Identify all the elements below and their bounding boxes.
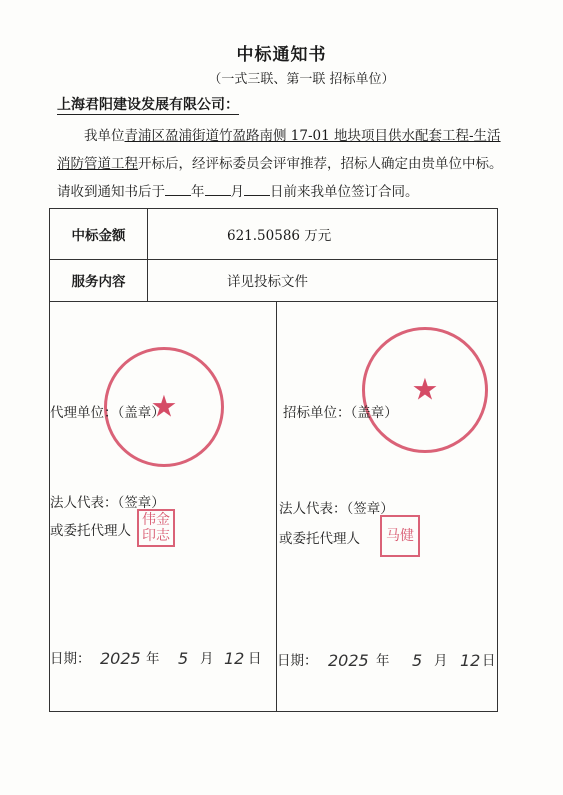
month-unit: 月 [230,184,244,200]
addressee: 上海君阳建设发展有限公司： [57,94,239,115]
left-delegate: 或委托代理人 [50,523,131,539]
page-title: 中标通知书 [236,45,327,65]
amount-value: 621.50586 万元 [227,228,332,244]
left-date-year: 2025 [100,649,141,668]
notice-body [57,122,512,206]
right-date-year: 2025 [328,651,369,670]
right-date-label: 日期： [277,653,318,669]
scope-label: 服务内容 [50,259,148,301]
right-legal-rep: 法人代表：（签章） [279,501,394,517]
agent-stamp-icon: ★ [104,347,224,467]
left-date-day-unit: 日 [248,651,262,667]
year-unit: 年 [191,184,205,200]
left-date-year-unit: 年 [146,651,160,667]
right-date-day: 12 [460,651,481,670]
amount-label: 中标金额 [50,209,148,259]
day-blank [244,183,270,196]
body-middle: 开标后，经评标委员会评审推荐，招标人确定由贵单位中标。请收到通知书后于 [57,156,503,200]
body-end: 日前来我单位签订合同。 [270,184,419,200]
month-blank [205,183,231,196]
year-blank [165,183,191,196]
left-legal-rep: 法人代表：（签章） [50,495,165,511]
amount-row [50,209,497,260]
left-signature-seal: 伟金印志 [137,509,175,547]
right-delegate: 或委托代理人 [279,531,360,547]
tenderer-label: 招标单位：（盖章） [283,405,398,421]
left-date-month-unit: 月 [200,651,214,667]
left-date-day: 12 [224,649,245,668]
right-date-year-unit: 年 [376,653,390,669]
award-table [49,208,498,712]
agent-label: 代理单位：（盖章） [50,405,165,421]
left-date-month: 5 [178,649,189,668]
right-date-month-unit: 月 [434,653,448,669]
right-date-day-unit: 日 [482,653,496,669]
body-lead: 我单位 [84,128,125,144]
project-name: 青浦区盈浦街道竹盈路南侧 17-01 地块项目供水配套工程-生活消防管道工程 [57,128,501,172]
right-signature-seal: 马健 [380,515,420,557]
tenderer-stamp-icon: ★ [362,327,488,453]
page-subtitle: （一式三联、第一联 招标单位） [208,72,395,87]
right-date-month: 5 [412,651,423,670]
left-date-label: 日期： [50,651,91,667]
scope-row [50,259,497,302]
scope-value: 详见投标文件 [227,274,308,290]
